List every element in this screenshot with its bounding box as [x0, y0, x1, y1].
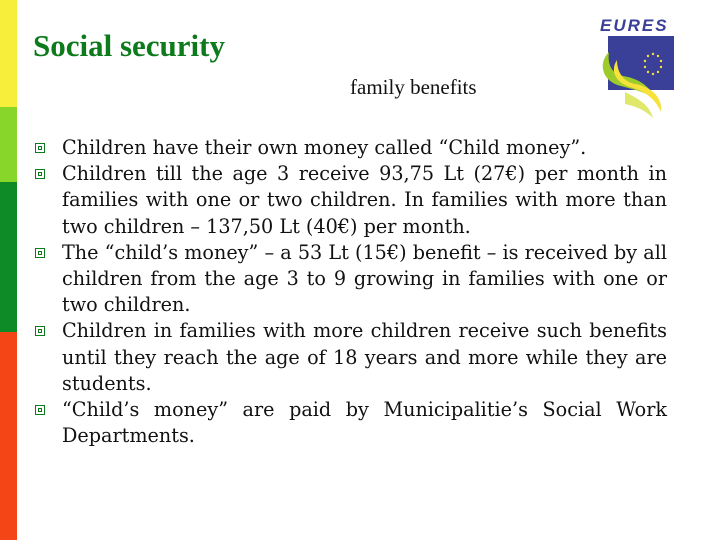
square-bullet-icon	[35, 169, 45, 179]
square-bullet-icon	[35, 248, 45, 258]
color-stripe-light-green	[0, 107, 17, 182]
square-bullet-icon	[35, 143, 45, 153]
slide-title: Social security	[33, 28, 225, 63]
slide-subtitle: family benefits	[350, 75, 477, 99]
square-bullet-icon	[35, 326, 45, 336]
bullet-item	[35, 397, 667, 449]
bullet-text: “Child’s money” are paid by Municipalitie’s Social Work Departments.	[62, 398, 667, 448]
square-bullet-icon	[35, 405, 45, 415]
bullet-item	[35, 318, 667, 397]
bullet-item	[35, 161, 667, 240]
eures-logo-text: EURES	[600, 16, 669, 35]
bullet-text: Children have their own money called “Child money”.	[62, 136, 587, 159]
bullet-text: Children in families with more children receive such benefits until they reach the age of 18 years and more while they are students.	[62, 319, 667, 395]
bullet-list	[35, 135, 667, 449]
eures-logo	[595, 14, 680, 124]
color-stripe-red	[0, 332, 17, 540]
bullet-text: Children till the age 3 receive 93,75 Lt (27€) per month in families with one or two children. In families with more than two children – 137,50 Lt (40€) per month.	[62, 162, 667, 238]
color-stripe-dark-green	[0, 182, 17, 332]
bullet-text: The “child’s money” – a 53 Lt (15€) benefit – is received by all children from the age 3 to 9 growing in families with one or two children.	[62, 240, 667, 317]
bullet-item	[35, 135, 667, 161]
bullet-item	[35, 240, 667, 319]
color-stripe-yellow	[0, 0, 17, 107]
title-divider	[33, 106, 536, 107]
